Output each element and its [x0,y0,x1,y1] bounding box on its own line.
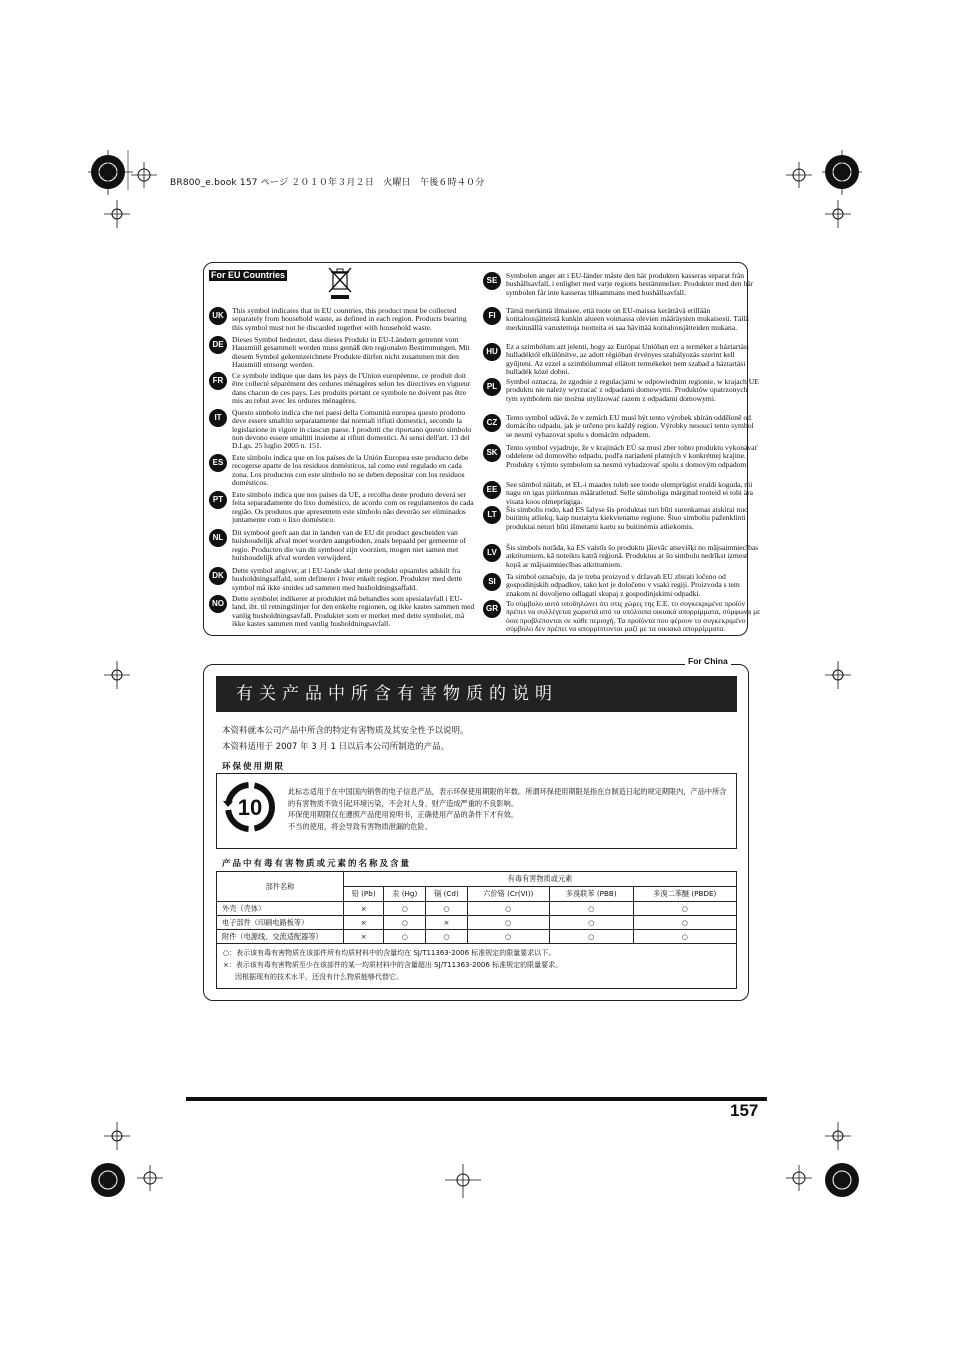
cell: × [344,902,384,916]
country-code-badge: SK [483,444,501,462]
eu-entry-text: Šis simbols norāda, ka ES valstīs šo produktu jāievāc atsevišķi no mājsaimniecības atkritumiem, kā noteikts katrā reģionā. Produktus ar šo simbolu nedrīkst izmest kopā ar mājsaimniecības atkritumiem. [506,543,759,569]
eu-entry-si [483,573,761,598]
col-cd: 镉 (Cd) [426,887,467,902]
country-code-badge: EE [483,481,501,499]
country-code-badge: IT [209,409,227,427]
country-code-badge: UK [209,307,227,325]
substance-group-header: 有毒有害物质或元素 [344,872,737,887]
epup-description: 此标志适用于在中国国内销售的电子信息产品，表示环保使用期限的年数。所谓环保使用期限是指在自制造日起的规定期限内，产品中所含的有害物质不致引起环境污染，不会对人身、财产造成严重的不良影响。 环保使用期限仅在遵照产品使用说明书，正确使用产品的条件下才有效。 不当的使用，将会导致有害物质泄漏的危险。 [288,787,727,831]
cell: ○ [384,930,426,944]
china-title: 有关产品中所含有害物质的说明 [216,676,737,712]
country-code-badge: PL [483,378,501,396]
eu-entry-uk [209,307,477,332]
eu-entry-text: Dit symbool geeft aan dat in landen van de EU dit product gescheiden van huishoudelijk afval moet worden aangeboden, zoals bepaald per gemeente of regio. Producten die van dit symbool zijn voorzien, mogen niet samen met huishoudelijk afval worden verwijderd. [232,528,467,562]
col-cr6: 六价铬 (Cr(VI)) [467,887,549,902]
eu-entry-de [209,336,477,369]
eu-entry-text: Ce symbole indique que dans les pays de l'Union européenne, ce produit doit être collecté séparément des ordures ménagères selon les directives en vigueur dans chacun de ces pays. Les produits portant ce symbole ne doivent pas être mis au rebut avec les ordures ménagères. [232,371,471,405]
eu-entry-cz [483,414,761,439]
country-code-badge: DE [209,336,227,354]
cell: ○ [384,902,426,916]
country-code-badge: ES [209,454,227,472]
eu-countries-label: For EU Countries [211,270,286,280]
eu-entry-ee [483,481,761,506]
eu-entry-text: Symbolen anger att i EU-länder måste den här produkten kasseras separat från hushållsavfall, i enlighet med varje regions bestämmelser. Produkter med den här symbolen får inte kasseras tillsammans med hushållsavfall. [506,271,754,297]
table-row [217,902,737,916]
eu-entry-fr [209,372,477,405]
eu-entry-text: This symbol indicates that in EU countries, this product must be collected separately from household waste, as defined in each region. Products bearing this symbol must not be discarded together with household waste. [232,306,467,332]
row-name: 电子部件（印刷电路板等） [217,916,344,930]
cell: ○ [426,930,467,944]
page-number: 157 [730,1101,759,1120]
eu-entry-se [483,272,761,297]
cell: ○ [633,916,737,930]
substance-table-heading: 产品中有毒有害物质或元素的名称及含量 [222,859,412,869]
part-name-header: 部件名称 [217,872,344,902]
registration-mark-top-left-lower [104,200,130,228]
cell: ○ [549,916,633,930]
col-pbde: 多溴二苯醚 (PBDE) [633,887,737,902]
country-code-badge: FI [483,307,501,325]
cell: ○ [633,902,737,916]
running-head: BR800_e.book 157 ページ ２０１０年３月２日 火曜日 午後６時４０分 [170,178,485,188]
cell: ○ [467,930,549,944]
eu-entry-sk [483,444,761,469]
registration-mark-mid-right [825,661,851,689]
eu-entry-text: Dette symbol angiver, at i EU-lande skal dette produkt opsamles adskilt fra husholdningsaffald, som defineret i hver enkelt region. Produkter med dette symbol må ikke smides ud sammen med husholdningsaffald. [232,566,462,592]
china-intro-2: 本资料适用于 2007 年 3 月 1 日以后本公司所制造的产品。 [222,742,450,752]
country-code-badge: PT [209,491,227,509]
eu-entry-text: Šis simbolis rodo, kad ES šalyse šis produktas turi būti surenkamas atskirai nuo buitinių atliekų, kaip nustatyta kiekviename regione. Šiuo simboliu paženklinti produktai neturi būti išmetami kartu su buitinėmis atliekomis. [506,505,748,531]
footer-rule [186,1097,767,1101]
table-notes: ○：表示该有毒有害物质在该部件所有均质材料中的含量均在 SJ/T11363-2006 标准规定的限量要求以下。 ×：表示该有毒有害物质至少在该部件的某一均质材料中的含量超出 SJ/T11363-2006 标准规定的限量要求。 因根据现有的技术水平，还没有什么物质能够代替它。 [216,944,737,989]
epup-10-logo [222,781,278,833]
eu-entry-text: Este símbolo indica que nos países da UE, a recolha deste produto deverá ser feita separadamente do lixo doméstico, de acordo com os regulamentos de cada região. Os produtos que apresentem este símbolo não deverão ser eliminados juntamente com o lixo doméstico. [232,490,474,524]
country-code-badge: NO [209,595,227,613]
eu-entry-text: Tento symbol udává, že v zemích EU musí být tento výrobek sbírán odděleně od domácího odpadu, jak je určeno pro každý region. Výrobky nesoucí tento symbol se nesmí vyhazovat spolu s domácím odpadem. [506,413,754,439]
cell: × [344,916,384,930]
eu-entry-text: Tämä merkintä ilmaisee, että tuote on EU-maissa kerättävä erillään kotitalousjätteistä kunkin alueen voimassa olevien määräysten mukaisesti. Tällä merkinnällä varustettuja tuotteita ei saa hävittää kotitalousjätteiden mukana. [506,306,749,332]
eu-entry-text: Ez a szimbólum azt jelenti, hogy az Európai Unióban ezt a terméket a háztartási hulladéktól elkülönítve, az adott régióban érvényes szabályozás szerint kell gyűjteni. Az ezzel a szimbólummal ellátott termékeket nem szabad a háztartási hulladék közé dobni. [506,342,749,376]
china-intro-1: 本资料就本公司产品中所含的特定有害物质及其安全性予以说明。 [222,726,469,736]
country-code-badge: HU [483,343,501,361]
country-code-badge: SI [483,573,501,591]
eu-entry-dk [209,567,477,592]
cell: ○ [467,902,549,916]
cell: × [426,916,467,930]
col-hg: 汞 (Hg) [384,887,426,902]
registration-mark-bottom-left [88,1158,163,1203]
row-name: 外壳（壳体） [217,902,344,916]
eu-entry-no [209,595,477,628]
registration-mark-mid-left [104,661,130,689]
eu-entry-es [209,454,477,487]
eu-entry-text: Este símbolo indica que en los países de la Unión Europea este producto debe recogerse aparte de los residuos domésticos, tal como esté regulado en cada zona. Los productos con este símbolo no se deben depositar con los residuos domésticos. [232,453,469,487]
cell: ○ [467,916,549,930]
cell: × [344,930,384,944]
eu-entry-text: Dette symbolet indikerer at produktet må behandles som spesialavfall i EU-land, iht. til retningslinjer for den enkelte regionen, og ikke kastes sammen med vanlig husholdningsavfall. Produkter som er merket med dette symbolet, må ikke kastes sammen med vanlig husholdningsavfall. [232,594,475,628]
country-code-badge: FR [209,372,227,390]
crossed-bin-icon [327,266,353,300]
eu-entry-text: Questo simbolo indica che nei paesi della Comunità europea questo prodotto deve essere smaltito separatamente dai normali rifiuti domestici, secondo la legislazione in vigore in ciascun paese. I prodotti che riportano questo simbolo non devono essere smaltiti insieme ai rifiuti domestici. Ai sensi dell'art. 13 del D.Lgs. 25 luglio 2005 n. 151. [232,408,472,451]
country-code-badge: NL [209,529,227,547]
registration-mark-bottom-left-upper [104,1122,130,1150]
country-code-badge: DK [209,567,227,585]
row-name: 附件（电源线、交流适配器等） [217,930,344,944]
eu-entry-text: Dieses Symbol bedeutet, dass dieses Produkt in EU-Ländern getrennt vom Hausmüll gesammelt werden muss gemäß den regionalen Bestimmungen. Mit diesem Symbol gekennzeichnete Produkte dürfen nicht zusammen mit den Hausmüll entsorgt werden. [232,335,470,369]
cell: ○ [426,902,467,916]
country-code-badge: GR [483,600,501,618]
eu-entry-it [209,409,477,450]
eu-entry-text: Το σύμβολο αυτό υποδηλώνει ότι στις χώρες της Ε.Ε. το συγκεκριμένο προϊόν πρέπει να συλλέγεται χωριστά από τα υπόλοιπα οικιακά απορρίμματα, σύμφωνα με όσα προβλέπονται σε κάθε περιοχή. Τα προϊόντα που φέρουν το συγκεκριμένο σύμβολο δεν πρέπει να απορρίπτονται μαζί με τα οικιακά απορρίμματα. [506,599,761,633]
eu-entry-gr [483,600,761,633]
eu-entry-lv [483,544,761,569]
eu-entry-text: See sümbol näitab, et EL-i maades tuleb see toode olemprügist eraldi koguda, nii nagu on igas piirkonnas määratletud. Selle sümboliga märgitud tooteid ei tohi ära visata koos olmeprügiga. [506,480,754,506]
registration-mark-bottom-right [782,1158,862,1203]
eu-entry-text: Tento symbol vyjadruje, že v krajinách EÚ sa musí zber tohto produktu vykonávať oddelene od domového odpadu, podľa nariadení platných v konkrétnej krajine. Produkty s týmto symbolom sa nesmú vyhadzovať spolu s domovým odpadom. [506,443,758,469]
eu-entry-nl [209,529,477,562]
country-code-badge: LT [483,506,501,524]
col-pbb: 多溴联苯 (PBB) [549,887,633,902]
eu-entry-lt [483,506,761,531]
cell: ○ [633,930,737,944]
country-code-badge: SE [483,272,501,290]
eu-entry-pt [209,491,477,524]
country-code-badge: LV [483,544,501,562]
eu-entry-pl [483,378,761,403]
country-code-badge: CZ [483,414,501,432]
table-row [217,916,737,930]
eu-entry-text: Ta simbol označuje, da je treba proizvod v državah EU zbirati ločeno od gospodinjskih odpadkov, tako kot je določeno v vsaki regiji. Proizvoda s tem znakom ni dovoljeno odlagati skupaj z gospodinjskimi odpadki. [506,572,740,598]
cell: ○ [549,902,633,916]
hazardous-substance-table [216,871,737,944]
registration-mark-bottom-center [445,1164,481,1198]
registration-mark-top-right-lower [825,200,851,228]
china-label: For China [685,656,731,666]
svg-text:10: 10 [237,795,263,820]
eu-entry-fi [483,307,761,332]
registration-mark-bottom-right-upper [825,1122,851,1150]
epup-heading: 环保使用期限 [222,762,286,772]
cell: ○ [549,930,633,944]
eu-entry-text: Symbol oznacza, że zgodnie z regulacjami w odpowiednim regionie, w krajach UE produktu nie należy wyrzucać z odpadami domowymi. Produktów opatrzonych tym symbolem nie można utylizować razem z odpadami domowymi. [506,377,759,403]
eu-entry-hu [483,343,761,376]
cell: ○ [384,916,426,930]
table-row [217,930,737,944]
col-pb: 铅 (Pb) [344,887,384,902]
